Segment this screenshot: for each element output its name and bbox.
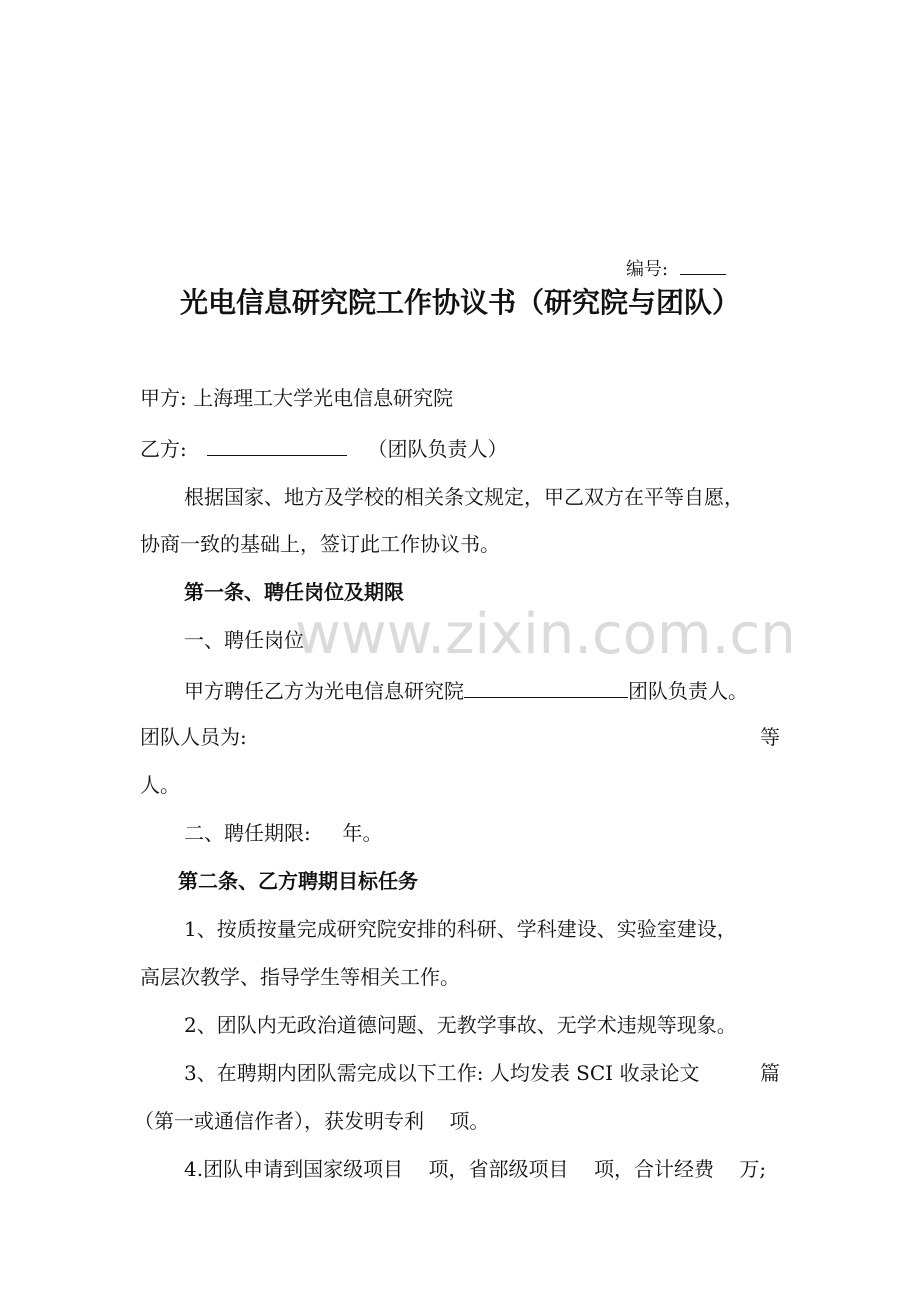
item-4: 4.团队申请到国家级项目 项，省部级项目 项，合计经费 万; [184, 1157, 767, 1181]
appointment-blank [464, 677, 628, 698]
party-b-note: （团队负责人） [367, 437, 508, 461]
document-number [626, 254, 726, 282]
watermark: www.zixin.com.cn [295, 602, 796, 667]
item-2: 2、团队内无政治道德问题、无教学事故、无学术违规等现象。 [184, 1013, 737, 1037]
document-title: 光电信息研究院工作协议书（研究院与团队） [180, 286, 741, 319]
item-3-line-2: （第一或通信作者），获发明专利 项。 [134, 1109, 490, 1133]
article-2-heading: 第二条、乙方聘期目标任务 [178, 869, 418, 893]
article-1-heading: 第一条、聘任岗位及期限 [184, 580, 404, 604]
party-b-blank [207, 435, 347, 456]
intro-line-2: 协商一致的基础上，签订此工作协议书。 [140, 532, 500, 556]
members-end: 人。 [140, 773, 180, 797]
document-number-blank [680, 254, 726, 275]
intro-line-1: 根据国家、地方及学校的相关条文规定，甲乙双方在平等自愿， [184, 485, 744, 509]
party-b [140, 435, 507, 461]
article-1-term: 二、聘任期限: 年。 [184, 821, 383, 845]
party-a: 甲方: 上海理工大学光电信息研究院 [140, 386, 454, 410]
item-1-line-2: 高层次教学、指导学生等相关工作。 [140, 965, 460, 989]
item-1-line-1: 1、按质按量完成研究院安排的科研、学科建设、实验室建设， [184, 917, 737, 941]
item-3-line-1-suffix: 篇 [760, 1061, 780, 1085]
appointment-text-a: 甲方聘任乙方为光电信息研究院 [184, 679, 464, 703]
party-b-label: 乙方: [140, 437, 187, 461]
appointment-line [184, 677, 748, 703]
members-suffix: 等 [760, 725, 780, 749]
appointment-text-b: 团队负责人。 [628, 679, 748, 703]
members-label: 团队人员为: [140, 725, 247, 749]
document-number-label: 编号: [626, 259, 669, 280]
item-3-line-1: 3、在聘期内团队需完成以下工作: 人均发表 SCI 收录论文 [184, 1061, 700, 1085]
article-1-subheading-position: 一、聘任岗位 [184, 628, 304, 652]
